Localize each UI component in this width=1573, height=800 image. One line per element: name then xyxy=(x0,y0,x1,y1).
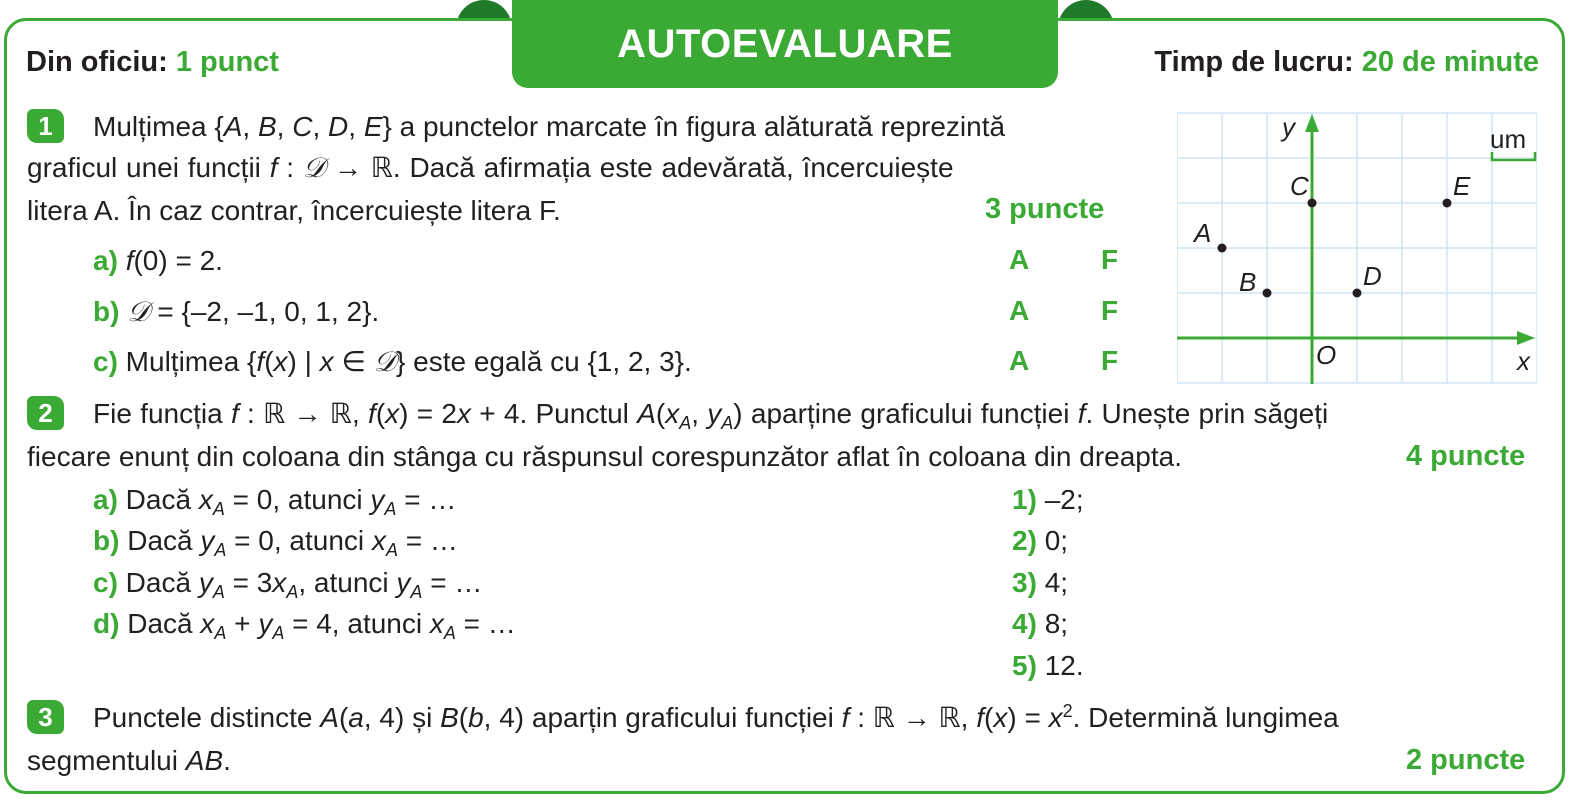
point-label-D: D xyxy=(1363,261,1382,291)
ex1-c-true[interactable]: A xyxy=(1009,345,1030,376)
ex2-left-a[interactable]: a) Dacă $x_A = 0$, atunci $y_A$ = … xyxy=(93,484,457,519)
page-title: AUTOEVALUARE xyxy=(512,0,1058,88)
ex1-line3: litera A. În caz contrar, încercuiește litera F. xyxy=(27,195,561,226)
ex1-points: 3 puncte xyxy=(985,193,1105,225)
point-D xyxy=(1353,289,1362,298)
ex1-a-true[interactable]: A xyxy=(1009,244,1030,275)
point-label-E: E xyxy=(1453,171,1471,201)
ex1-item-c: c) Mulțimea {f(x) | x ∈ 𝒟} este egală cu {1, 2, 3}. xyxy=(93,345,692,378)
ex2-right-1[interactable]: 1) –2; xyxy=(1012,484,1084,515)
time-value: 20 de minute xyxy=(1361,46,1539,78)
point-A xyxy=(1218,244,1227,253)
time-line xyxy=(1154,46,1539,79)
ex2-left-c[interactable]: c) Dacă $y_A = 3x_A$, atunci $y_A$ = … xyxy=(93,567,483,602)
ex1-c-false[interactable]: F xyxy=(1101,345,1119,376)
ex2-right-3[interactable]: 3) 4; xyxy=(1012,567,1069,598)
origin-label: O xyxy=(1316,340,1337,370)
ex3-points: 2 puncte xyxy=(1406,744,1526,776)
x-axis-arrow xyxy=(1517,331,1535,345)
y-axis-label: y xyxy=(1282,112,1295,142)
exercise-1-badge: 1 xyxy=(27,109,64,143)
ex1-b-false[interactable]: F xyxy=(1101,295,1119,326)
y-axis-arrow xyxy=(1305,114,1319,132)
point-C xyxy=(1308,199,1317,208)
coordinate-graph xyxy=(1177,112,1537,384)
ex2-points: 4 puncte xyxy=(1406,440,1526,472)
point-label-A: A xyxy=(1194,218,1212,248)
x-axis-label: x xyxy=(1517,346,1530,376)
ex1-line1: Mulțimea {A, B, C, D, E} a punctelor marcate în figura alăturată reprezintă xyxy=(93,111,1006,142)
ex2-right-5[interactable]: 5) 12. xyxy=(1012,650,1084,681)
ex2-left-d[interactable]: d) Dacă $x_A + y_A = 4$, atunci $x_A$ = … xyxy=(93,608,516,643)
ex1-item-b: b) 𝒟 = {–2, –1, 0, 1, 2}. xyxy=(93,295,380,328)
ex3-line2: segmentului AB. xyxy=(27,745,231,776)
point-label-B: B xyxy=(1239,267,1257,297)
ex1-item-a: a) f(0) = 2. xyxy=(93,245,223,276)
ex2-right-2[interactable]: 2) 0; xyxy=(1012,525,1069,556)
exercise-2-badge: 2 xyxy=(27,396,64,430)
ex2-left-b[interactable]: b) Dacă $y_A = 0$, atunci $x_A$ = … xyxy=(93,525,458,560)
ex2-line1: Fie funcția f : ℝ → ℝ, f(x) = 2x + 4. Punctul $A(x_A$, $y_A$) aparține graficului funcției f. Unește prin săgeți xyxy=(93,398,1329,433)
point-label-C: C xyxy=(1290,171,1309,201)
exercise-3-badge: 3 xyxy=(27,700,64,734)
ex2-line2: fiecare enunț din coloana din stânga cu răspunsul corespunzător aflat în coloana din dreapta. xyxy=(27,441,1182,472)
ex1-line2: graficul unei funcții f : 𝒟 → ℝ. Dacă afirmația este adevărată, încercuiește xyxy=(27,151,954,184)
graph-points xyxy=(1192,171,1471,298)
graph-grid xyxy=(1177,113,1537,383)
oficiu-label: Din oficiu: xyxy=(26,46,168,78)
point-E xyxy=(1443,199,1452,208)
ex2-right-4[interactable]: 4) 8; xyxy=(1012,608,1069,639)
oficiu-line xyxy=(26,46,279,79)
ex1-b-true[interactable]: A xyxy=(1009,295,1030,326)
unit-label: um xyxy=(1490,124,1527,154)
ex3-line1: Punctele distincte A(a, 4) și B(b, 4) aparțin graficului funcției f : ℝ → ℝ, $f(x) = x^2$. Determină lungimea xyxy=(93,701,1339,733)
time-label: Timp de lucru: xyxy=(1154,46,1354,78)
point-B xyxy=(1263,289,1272,298)
ex1-a-false[interactable]: F xyxy=(1101,244,1119,275)
oficiu-value: 1 punct xyxy=(175,46,279,78)
